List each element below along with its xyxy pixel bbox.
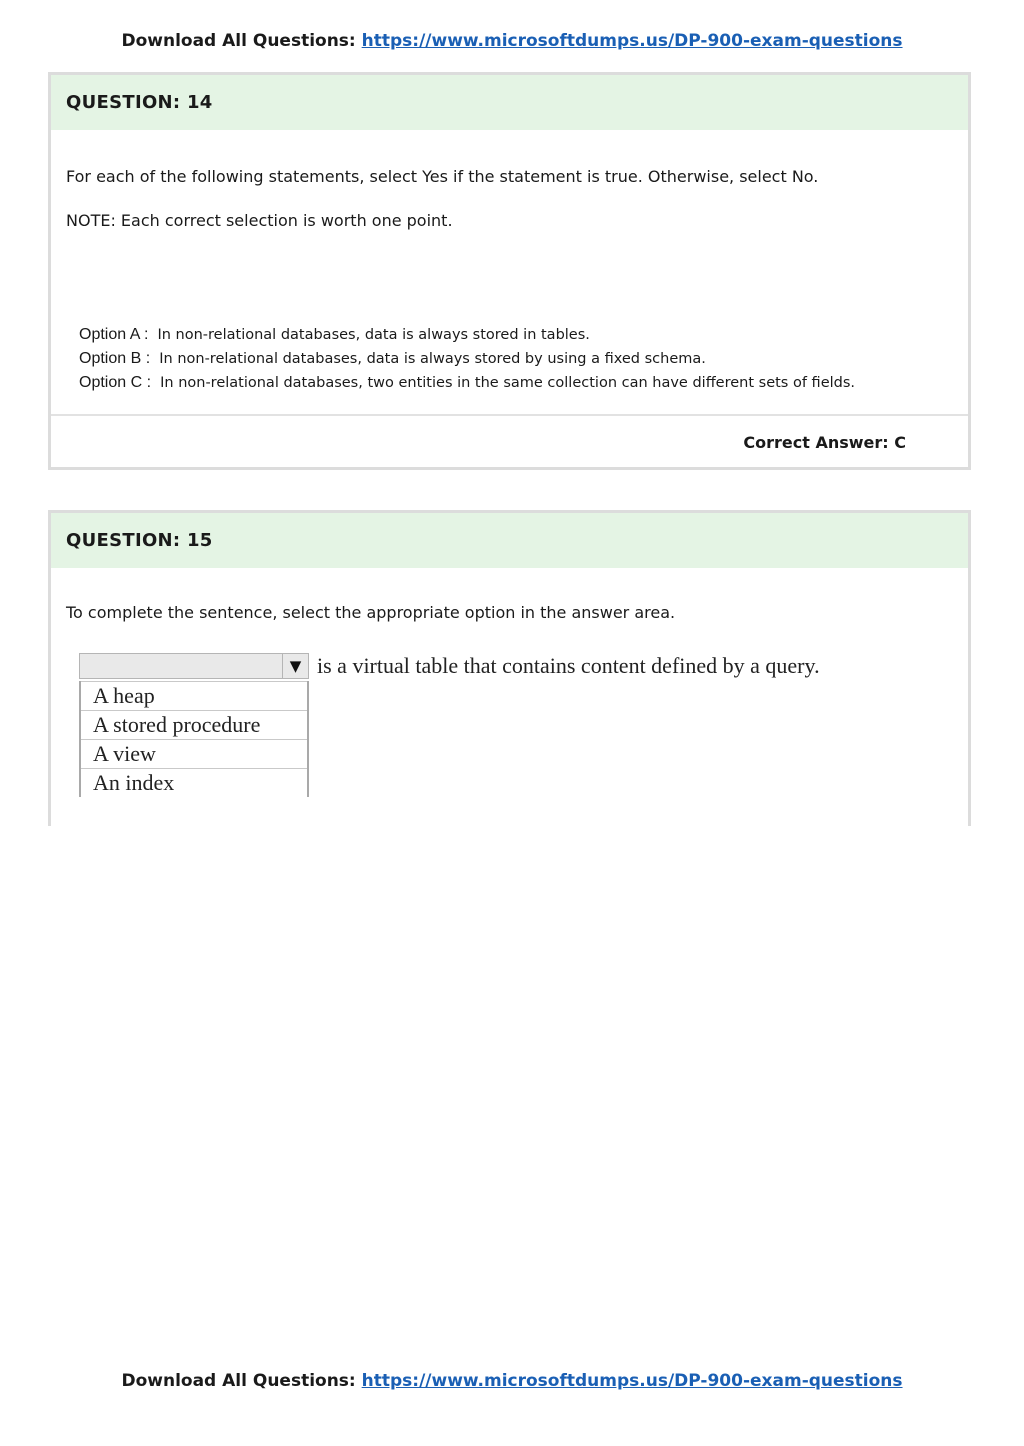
answer-area	[79, 653, 919, 813]
options-list	[79, 322, 855, 394]
download-label: Download All Questions:	[121, 31, 356, 51]
question-statement: For each of the following statements, select Yes if the statement is true. Otherwise, select No.	[66, 167, 819, 186]
option-a	[79, 322, 855, 346]
download-link[interactable]: https://www.microsoftdumps.us/DP-900-exam-questions	[361, 1371, 903, 1391]
option-label: Option C :	[79, 374, 152, 391]
question-title: QUESTION: 14	[51, 75, 968, 130]
dropdown-option[interactable]: An index	[81, 768, 307, 797]
divider	[51, 414, 968, 416]
question-title: QUESTION: 15	[51, 513, 968, 568]
download-banner-bottom	[0, 1371, 1024, 1391]
correct-answer: Correct Answer: C	[743, 433, 906, 452]
triangle-down-icon[interactable]: ▼	[282, 654, 308, 678]
question-card-14	[48, 72, 971, 470]
download-banner-top	[0, 31, 1024, 51]
dropdown-option[interactable]: A view	[81, 739, 307, 768]
sentence-text: is a virtual table that contains content defined by a query.	[317, 653, 820, 678]
option-label: Option A :	[79, 326, 149, 343]
question-statement: To complete the sentence, select the appropriate option in the answer area.	[66, 603, 676, 622]
question-card-15	[48, 510, 971, 826]
option-c	[79, 370, 855, 394]
dropdown-option[interactable]: A stored procedure	[81, 710, 307, 739]
download-link[interactable]: https://www.microsoftdumps.us/DP-900-exam-questions	[361, 31, 903, 51]
option-text: In non-relational databases, two entities in the same collection can have different sets of fields.	[160, 375, 856, 391]
option-label: Option B :	[79, 350, 151, 367]
answer-dropdown[interactable]	[79, 653, 309, 679]
option-b	[79, 346, 855, 370]
option-text: In non-relational databases, data is always stored by using a fixed schema.	[159, 351, 706, 367]
dropdown-options	[79, 681, 309, 797]
option-text: In non-relational databases, data is always stored in tables.	[157, 327, 590, 343]
download-label: Download All Questions:	[121, 1371, 356, 1391]
dropdown-option[interactable]: A heap	[81, 681, 307, 710]
question-note: NOTE: Each correct selection is worth one point.	[66, 211, 453, 230]
